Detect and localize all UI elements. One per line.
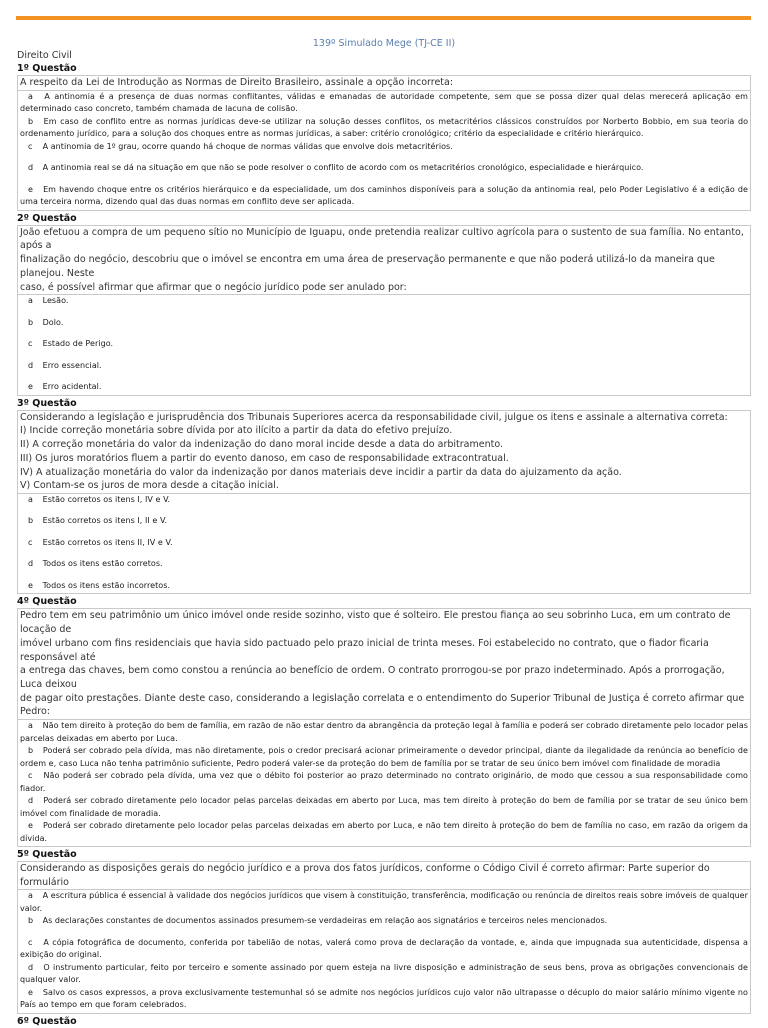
option-e[interactable] [20,184,748,209]
option-letter: c [28,339,33,349]
statement-line: caso, é possível afirmar que afirmar que o negócio jurídico pode ser anulado por: [20,281,407,293]
option-text: Em caso de conflito entre as normas jurídicas deve-se utilizar na solução desses conflitos, os metacritérios clássicos construídos por Norberto Bobbio, em sua teoria do ordenamento jurídico, para a solução dos choques entre as normas jurídicas, a saber: critério cronológico; critério da especialidade e critério hierárquico. [20,116,749,139]
statement-line: V) Contam-se os juros de mora desde a citação inicial. [20,480,279,492]
option-letter: b [28,317,34,327]
statement-line: Pedro tem em seu patrimônio um único imóvel onde reside sozinho, visto que é solteiro. Ele prestou fiança ao seu sobrinho Luca, em um contrato de locação de [20,610,731,636]
question-2-label: 2º Questão [17,212,77,224]
option-text: Não tem direito à proteção do bem de família, em razão de não estar dentro da abrangência da proteção legal à família e poderá ser cobrado diretamente pelo locador pelas parcelas deixadas em aberto por Luca. [20,721,749,743]
option-letter: c [28,937,33,947]
question-2-statement [17,225,751,295]
option-letter: e [28,184,33,194]
question-2-options [17,294,751,396]
option-b[interactable] [20,317,748,330]
option-letter: e [28,580,33,590]
statement-line: finalização do negócio, descobriu que o imóvel se encontra em uma área de preservação permanente e que não poderá utilizá-lo da maneira que planejou. Neste [20,254,715,279]
option-b[interactable] [20,915,748,928]
option-text: Lesão. [42,296,69,306]
option-text: Poderá ser cobrado diretamente pelo locador pelas parcelas deixadas em aberto por Luca, mas tem direito à proteção do bem de família por se tratar de seu único bem imóvel com finalidade de moradia. [20,796,749,818]
option-e[interactable] [20,381,748,394]
option-letter: a [28,721,33,731]
question-6-label: 6º Questão [17,1015,77,1027]
option-d[interactable] [20,962,748,987]
option-letter: a [28,296,33,306]
option-text: Não poderá ser cobrado pela dívida, uma vez que o débito foi posterior ao prazo determinado no contrato originário, de modo que cessou a sua responsabilidade como fiador. [20,771,748,793]
statement-line: II) A correção monetária do valor da indenização do dano moral incide desde a data do arbitramento. [20,439,503,451]
option-letter: c [28,141,33,151]
option-a[interactable] [20,91,748,116]
option-letter: d [28,962,34,972]
option-c[interactable] [20,537,748,550]
option-d[interactable] [20,360,748,373]
option-text: Estado de Perigo. [42,339,114,349]
option-letter: e [28,987,33,997]
option-text: A antinomia de 1º grau, ocorre quando há choque de normas válidas que envolve dois metacritérios. [42,141,453,151]
option-text: Erro acidental. [42,382,102,392]
question-1-options [17,90,751,211]
option-e[interactable] [20,580,748,593]
option-text: Em havendo choque entre os critérios hierárquico e da especialidade, um dos caminhos disponíveis para a solução da antinomia real, pelo Poder Legislativo é a edição de uma terceira norma, dizendo qual das duas normas em conflito deve ser aplicada. [20,184,749,207]
option-e[interactable] [20,987,748,1012]
option-a[interactable] [20,890,748,915]
statement-line: imóvel urbano com fins residenciais que havia sido pactuado pelo prazo inicial de trinta meses. Foi estabelecido no contrato, que o fiador ficaria responsável até [20,637,709,663]
option-c[interactable] [20,338,748,351]
option-c[interactable] [20,770,748,795]
statement-line: III) Os juros moratórios fluem a partir do evento danoso, em caso de responsabilidade extracontratual. [20,452,509,464]
option-letter: c [28,537,33,547]
question-3-statement [17,410,751,493]
statement-line: Considerando as disposições gerais do negócio jurídico e a prova dos fatos jurídicos, conforme o Código Civil é correto afirmar: Parte superior do formulário [20,863,710,888]
option-b[interactable] [20,515,748,528]
option-text: Poderá ser cobrado diretamente pelo locador pelas parcelas deixadas em aberto por Luca, e não tem direito à proteção do bem de família no caso, em razão da origem da dívida. [20,821,748,843]
option-a[interactable] [20,494,748,507]
option-a[interactable] [20,295,748,308]
document-content [17,50,751,1028]
option-letter: a [28,891,33,901]
option-letter: d [28,360,34,370]
option-text: Dolo. [42,317,64,327]
option-letter: b [28,746,34,756]
option-c[interactable] [20,937,748,962]
option-text: As declarações constantes de documentos assinados presumem-se verdadeiras em relação aos signatários e terceiros neles mencionados. [42,916,608,926]
option-letter: e [28,821,33,831]
option-letter: c [28,771,33,781]
statement-line: I) Incide correção monetária sobre dívida por ato ilícito a partir da data do efetivo prejuízo. [20,425,453,437]
option-d[interactable] [20,162,748,175]
option-c[interactable] [20,141,748,154]
question-5-label: 5º Questão [17,849,77,861]
subject-heading: Direito Civil [17,50,72,61]
question-1-label: 1º Questão [17,63,77,74]
option-text: Poderá ser cobrado pela dívida, mas não diretamente, pois o credor precisará acionar primeiramente o devedor principal, diante da ilegalidade da renúncia ao benefício de ordem e, caso Luca não tenha patrimônio suficiente, Pedro poderá valer-se da proteção do bem de família por se tratar de seu único bem imóvel com finalidade de moradia [20,746,748,768]
header-accent-bar [16,16,751,20]
option-letter: b [28,116,34,126]
statement-line: A respeito da Lei de Introdução as Normas de Direito Brasileiro, assinale a opção incorreta: [20,77,454,88]
question-4-options [17,719,751,847]
statement-line: Considerando a legislação e jurisprudência dos Tribunais Superiores acerca da responsabilidade civil, julgue os itens e assinale a alternativa correta: [20,411,728,423]
option-letter: d [28,796,34,806]
option-text: O instrumento particular, feito por terceiro e somente assinado por quem esteja na livre disposição e administração de seus bens, prova as obrigações convencionais de qualquer valor. [20,962,749,985]
option-text: A antinomia é a presença de duas normas conflitantes, válidas e emanadas de autoridade competente, sem que se possa dizer qual delas merecerá aplicação em determinado caso concreto, também chamada de lacuna de colisão. [20,91,748,114]
option-text: Estão corretos os itens I, IV e V. [42,494,171,504]
option-b[interactable] [20,745,748,770]
option-letter: a [28,494,33,504]
question-4-statement [17,608,751,719]
option-a[interactable] [20,720,748,745]
option-text: A antinomia real se dá na situação em que não se pode resolver o conflito de acordo com os metacritérios cronológico, especialidade e hierárquico. [42,163,644,173]
question-1-statement [17,75,751,90]
option-letter: a [28,91,33,101]
statement-line: João efetuou a compra de um pequeno sítio no Município de Iguapu, onde pretendia realizar cultivo agrícola para o sustento de sua família. No entanto, após a [20,226,744,252]
question-3-label: 3º Questão [17,397,77,409]
question-3-options [17,493,751,595]
option-text: Salvo os casos expressos, a prova exclusivamente testemunhal só se admite nos negócios jurídicos cujo valor não ultrapasse o décuplo do maior salário mínimo vigente no País ao tempo em que foram celebrados. [20,987,748,1010]
statement-line: IV) A atualização monetária do valor da indenização por danos materiais deve incidir a partir da data do ajuizamento da ação. [20,466,622,478]
option-text: A cópia fotográfica de documento, conferida por tabelião de notas, valerá como prova de declaração da vontade, e, ainda que impugnada sua autenticidade, dispensa a exibição do original. [20,937,749,960]
option-text: Todos os itens estão incorretos. [42,580,171,590]
statement-line: a entrega das chaves, bem como constou a renúncia ao benefício de ordem. O contrato prorrogou-se por prazo indeterminado. Após a prorrogação, Luca deixou [20,665,725,690]
option-text: A escritura pública é essencial à validade dos negócios jurídicos que visem à constituição, transferência, modificação ou renúncia de direitos reais sobre imóveis de qualquer valor. [20,891,748,913]
option-text: Estão corretos os itens I, II e V. [42,516,168,526]
question-4-label: 4º Questão [17,596,77,608]
option-e[interactable] [20,820,748,845]
option-letter: e [28,382,33,392]
option-text: Estão corretos os itens II, IV e V. [42,537,173,547]
option-letter: d [28,163,34,173]
option-text: Todos os itens estão corretos. [42,559,163,569]
question-5-statement [17,861,751,889]
option-text: Erro essencial. [42,360,102,370]
option-d[interactable] [20,795,748,820]
question-5-options [17,889,751,1014]
statement-line: de pagar oito prestações. Diante deste caso, considerando a legislação correlata e o entendimento do Superior Tribunal de Justiça é correto afirmar que Pedro: [20,692,745,718]
option-letter: b [28,516,34,526]
document-title: 139º Simulado Mege (TJ-CE II) [312,38,456,49]
option-letter: d [28,559,34,569]
option-letter: b [28,916,34,926]
option-d[interactable] [20,558,748,571]
option-b[interactable] [20,116,748,141]
